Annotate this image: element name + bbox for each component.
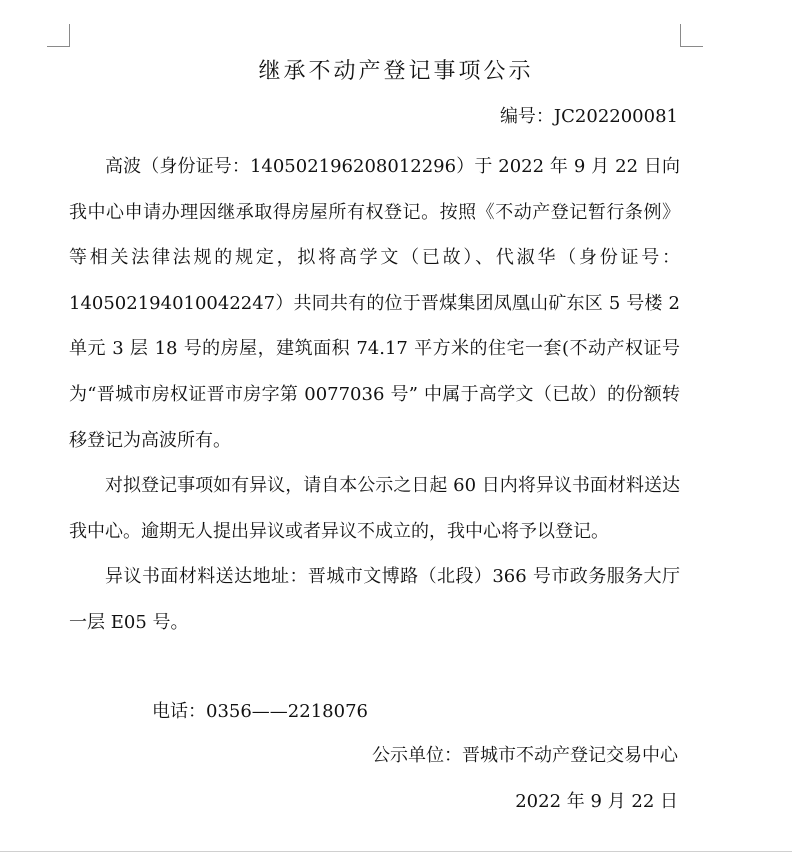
page-bottom-divider <box>0 851 792 852</box>
page-corner-mark-top-right <box>680 24 703 47</box>
paragraph-announcement: 高波（身份证号：140502196208012296）于 2022 年 9 月 22 日向我中心申请办理因继承取得房屋所有权登记。按照《不动产登记暂行条例》等相关法律法规的规定，拟将高学文（已故）、代淑华（身份证号：140502194010042247）共同共有的位于晋煤集团凤凰山矿东区 5 号楼 2 单元 3 层 18 号的房屋，建筑面积 74.17 平方米的住宅一套(不动产权证号为“晋城市房权证晋市房字第 0077036 号” 中属于高学文（已故）的份额转移登记为高波所有。 <box>69 156 680 451</box>
document-number: 编号：JC202200081 <box>499 106 678 127</box>
document-body <box>69 144 680 646</box>
page-corner-mark-top-left <box>47 24 70 47</box>
paragraph-delivery-address: 异议书面材料送达地址：晋城市文博路（北段）366 号市政务服务大厅一层 E05 号。 <box>69 566 680 633</box>
publishing-unit: 公示单位：晋城市不动产登记交易中心 <box>372 745 678 766</box>
contact-phone: 电话：0356——2218076 <box>152 701 368 722</box>
document-title: 继承不动产登记事项公示 <box>258 59 534 84</box>
publication-date: 2022 年 9 月 22 日 <box>515 791 678 812</box>
paragraph-objection-notice: 对拟登记事项如有异议，请自本公示之日起 60 日内将异议书面材料送达我中心。逾期无人提出异议或者异议不成立的，我中心将予以登记。 <box>69 475 680 542</box>
